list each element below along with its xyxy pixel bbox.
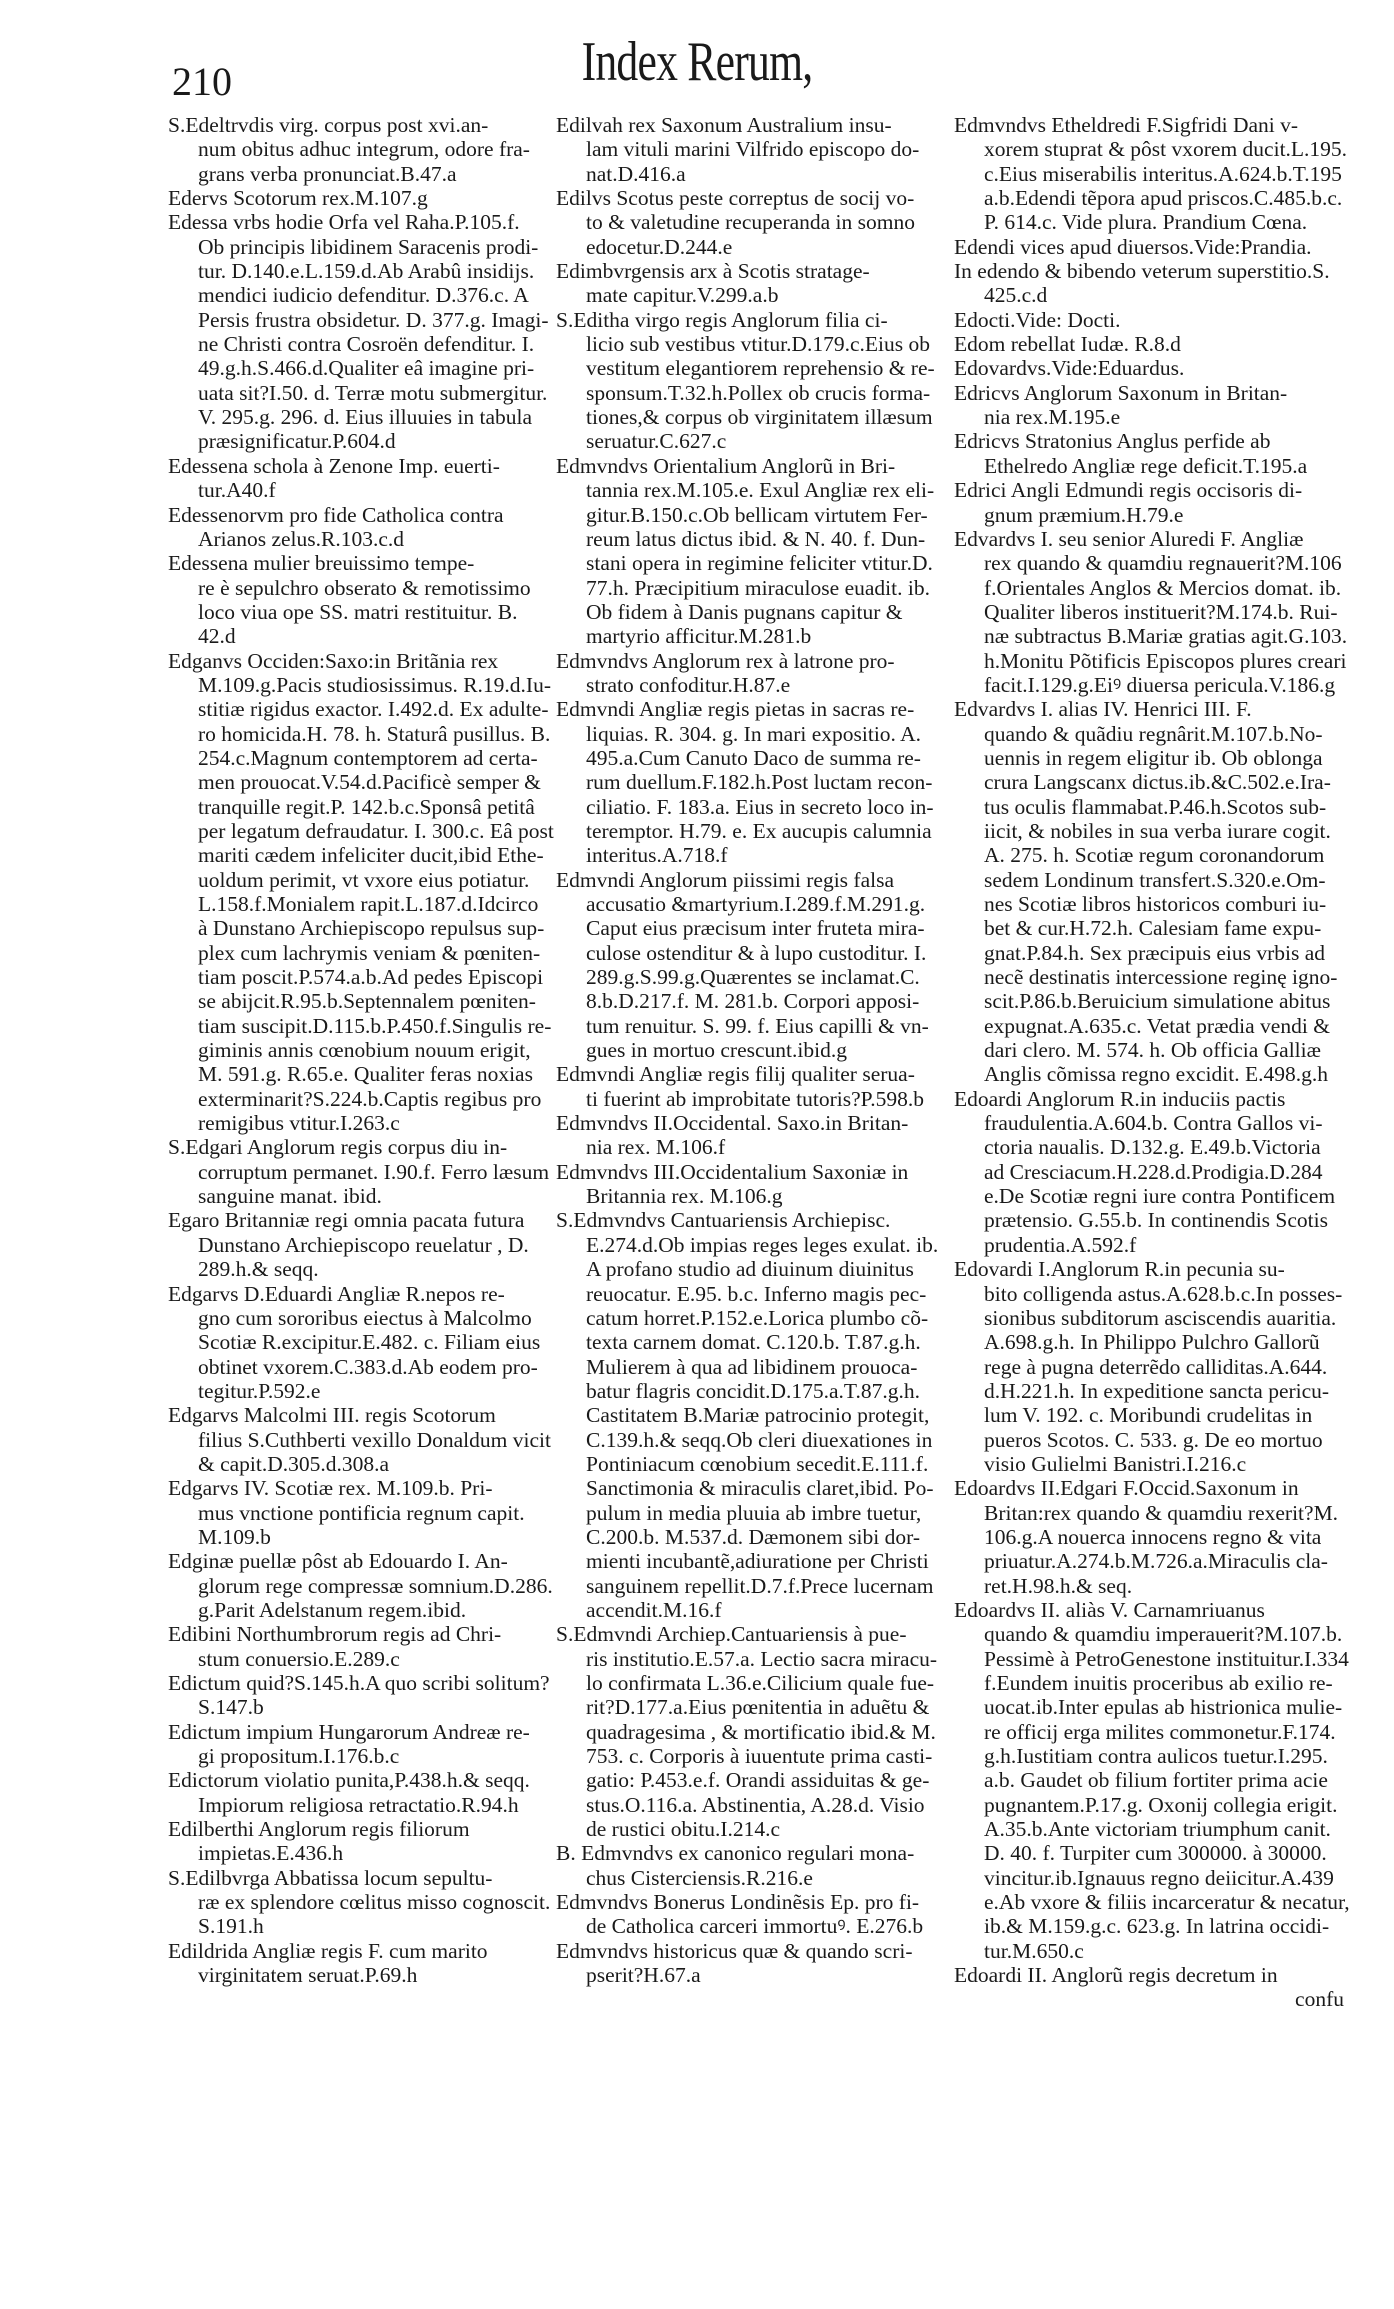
entry-continuation-line: to & valetudine recuperanda in somno: [586, 210, 915, 235]
entry-continuation-line: 8.b.D.217.f. M. 281.b. Corpori apposi-: [586, 989, 920, 1014]
entry-heading-line: Edocti.Vide: Docti.: [954, 307, 1121, 332]
index-entry: [556, 1208, 948, 1622]
entry-heading-line: Edictorum violatio punita,P.438.h.& seqq.: [168, 1768, 530, 1793]
entry-continuation-line: mate capitur.V.299.a.b: [586, 283, 779, 308]
index-entry: [556, 1062, 948, 1111]
entry-continuation-line: gnum præmium.H.79.e: [984, 502, 1184, 527]
entry-continuation-line: e.De Scotiæ regni iure contra Pontificem: [984, 1184, 1336, 1209]
entry-heading-line: Edovardvs.Vide:Eduardus.: [954, 356, 1185, 381]
entry-continuation-line: Britannia rex. M.106.g: [586, 1184, 783, 1209]
entry-continuation-line: sanguinem repellit.D.7.f.Prece lucernam: [586, 1573, 934, 1598]
entry-continuation-line: præsignificatur.P.604.d: [198, 429, 396, 454]
entry-continuation-line: pueros Scotos. C. 533. g. De eo mortuo: [984, 1427, 1323, 1452]
entry-continuation-line: Arianos zelus.R.103.c.d: [198, 526, 405, 551]
index-entry: [168, 1403, 558, 1476]
entry-heading-line: Edendi vices apud diuersos.Vide:Prandia.: [954, 234, 1312, 259]
entry-continuation-line: Dunstano Archiepiscopo reuelatur , D.: [198, 1232, 529, 1257]
entry-continuation-line: A.35.b.Ante victoriam triumphum canit.: [984, 1817, 1331, 1842]
entry-continuation-line: reuocatur. E.95. b.c. Inferno magis pec-: [586, 1281, 927, 1306]
index-entry: [954, 478, 1344, 527]
entry-heading-line: Edmvndvs III.Occidentalium Saxoniæ in: [556, 1159, 909, 1184]
entry-continuation-line: bet & cur.H.72.h. Calesiam fame expu-: [984, 916, 1322, 941]
entry-continuation-line: 495.a.Cum Canuto Daco de summa re-: [586, 745, 921, 770]
index-entry: [556, 1841, 948, 1890]
entry-continuation-line: plex cum lachrymis veniam & pœniten-: [198, 940, 541, 965]
entry-continuation-line: tiam poscit.P.574.a.b.Ad pedes Episcopi: [198, 965, 544, 990]
entry-continuation-line: exterminarit?S.224.b.Captis regibus pro: [198, 1086, 542, 1111]
entry-heading-line: S.Edmvndvs Cantuariensis Archiepisc.: [556, 1208, 891, 1233]
entry-continuation-line: ad Cresciacum.H.228.d.Prodigia.D.284: [984, 1159, 1323, 1184]
entry-heading-line: Edictum quid?S.145.h.A quo scribi solitum?: [168, 1671, 550, 1695]
entry-continuation-line: tur. D.140.e.L.159.d.Ab Arabû insidijs.: [198, 259, 535, 284]
entry-continuation-line: batur flagris concidit.D.175.a.T.87.g.h.: [586, 1378, 920, 1403]
entry-continuation-line: stani opera in regimine feliciter vtitur.D.: [586, 551, 933, 576]
entry-continuation-line: Ob principis libidinem Saracenis prodi-: [198, 234, 539, 259]
catchword: confu: [1295, 1987, 1344, 2012]
entry-continuation-line: 77.h. Præcipitium miraculose euadit. ib.: [586, 575, 930, 600]
entry-heading-line: Edom rebellat Iudæ. R.8.d: [954, 332, 1181, 357]
index-entry: [168, 1768, 558, 1817]
entry-heading-line: Edginæ puellæ pôst ab Edouardo I. An-: [168, 1549, 508, 1574]
entry-continuation-line: quadragesima , & mortificatio ibid.& M.: [586, 1719, 936, 1744]
entry-continuation-line: tum renuitur. S. 99. f. Eius capilli & vn-: [586, 1013, 929, 1038]
entry-continuation-line: uennis in regem eligitur ib. Ob oblonga: [984, 745, 1323, 770]
entry-continuation-line: pugnantem.P.17.g. Oxonij collegia erigit.: [984, 1792, 1338, 1817]
entry-continuation-line: Mulierem à qua ad libidinem prouoca-: [586, 1354, 918, 1379]
entry-continuation-line: Pessimè à PetroGenestone instituitur.I.334: [984, 1646, 1349, 1671]
entry-heading-line: Edganvs Occiden:Saxo:in Britãnia rex: [168, 648, 499, 673]
entry-heading-line: Edmvndvs Orientalium Anglorũ in Bri-: [556, 453, 896, 478]
entry-continuation-line: S.191.h: [198, 1914, 264, 1939]
entry-heading-line: Edildrida Angliæ regis F. cum marito: [168, 1938, 488, 1963]
index-entry: [954, 356, 1344, 380]
index-entry: [168, 551, 558, 648]
entry-continuation-line: catum horret.P.152.e.Lorica plumbo cõ-: [586, 1305, 929, 1330]
index-entry: [954, 526, 1348, 697]
entry-heading-line: Edictum impium Hungarorum Andreæ re-: [168, 1719, 530, 1744]
entry-continuation-line: visio Gulielmi Banistri.I.216.c: [984, 1451, 1247, 1476]
entry-continuation-line: stum conuersio.E.289.c: [198, 1646, 400, 1671]
entry-continuation-line: tiones,& corpus ob virginitatem illæsum: [586, 405, 933, 430]
entry-continuation-line: expugnat.A.635.c. Vetat prædia vendi &: [984, 1013, 1330, 1038]
entry-continuation-line: fraudulentia.A.604.b. Contra Gallos vi-: [984, 1111, 1323, 1136]
entry-continuation-line: glorum rege compressæ somnium.D.286.: [198, 1573, 553, 1598]
entry-continuation-line: loco viua ope SS. matri restituitur. B.: [198, 599, 518, 624]
index-entry: [954, 1597, 1350, 1963]
entry-heading-line: Edoardi Anglorum R.in induciis pactis: [954, 1086, 1286, 1111]
entry-continuation-line: de rustici obitu.I.214.c: [586, 1817, 781, 1842]
index-entry: [168, 1622, 558, 1671]
entry-continuation-line: virginitatem seruat.P.69.h: [198, 1963, 418, 1988]
entry-continuation-line: mariti cædem infeliciter ducit,ibid Ethe-: [198, 843, 544, 868]
page-number: 210: [172, 59, 232, 104]
entry-continuation-line: necẽ destinatis intercessione reginę igno-: [984, 965, 1338, 990]
entry-heading-line: Edgarvs D.Eduardi Angliæ R.nepos re-: [168, 1281, 505, 1306]
entry-continuation-line: V. 295.g. 296. d. Eius illuuies in tabula: [198, 405, 533, 430]
entry-heading-line: Edervs Scotorum rex.M.107.g: [168, 186, 428, 211]
entry-heading-line: Edricvs Stratonius Anglus perfide ab: [954, 429, 1271, 454]
entry-continuation-line: g.Parit Adelstanum regem.ibid.: [198, 1597, 467, 1622]
index-entry: [168, 113, 558, 186]
entry-continuation-line: nat.D.416.a: [586, 161, 686, 186]
index-entry: [556, 1622, 948, 1841]
entry-continuation-line: iicit, & nobiles in sua verba iurare cogit.: [984, 818, 1331, 843]
index-column-right: [954, 113, 1350, 2012]
entry-continuation-line: ctoria naualis. D.132.g. E.49.b.Victoria: [984, 1135, 1321, 1160]
index-entry: [954, 1257, 1344, 1476]
entry-continuation-line: gnat.P.84.h. Sex præcipuis eius vrbis ad: [984, 940, 1325, 965]
index-entry: [168, 454, 558, 503]
entry-continuation-line: P. 614.c. Vide plura. Prandium Cœna.: [984, 210, 1308, 235]
index-entry: [556, 308, 948, 454]
index-entry: [556, 697, 948, 867]
index-entry: [168, 1476, 558, 1549]
entry-continuation-line: men prouocat.V.54.d.Pacificè semper &: [198, 770, 541, 795]
entry-heading-line: Edmvndvs II.Occidental. Saxo.in Britan-: [556, 1111, 909, 1136]
entry-continuation-line: sedem Londinum transfert.S.320.e.Om-: [984, 867, 1326, 892]
entry-continuation-line: S.147.b: [198, 1695, 264, 1720]
entry-heading-line: S.Edeltrvdis virg. corpus post xvi.an-: [168, 113, 489, 137]
entry-continuation-line: M. 591.g. R.65.e. Qualiter feras noxias: [198, 1062, 533, 1087]
entry-continuation-line: M.109.g.Pacis studiosissimus. R.19.d.Iu-: [198, 672, 551, 697]
index-entry: [556, 1890, 948, 1939]
entry-continuation-line: reum latus dictus ibid. & N. 40. f. Dun-: [586, 526, 926, 551]
entry-continuation-line: grans verba pronunciat.B.47.a: [198, 161, 457, 186]
entry-continuation-line: texta carnem domat. C.120.b. T.87.g.h.: [586, 1330, 921, 1355]
page-title: Index Rerum,: [581, 31, 813, 93]
entry-heading-line: Edovardi I.Anglorum R.in pecunia su-: [954, 1257, 1285, 1282]
entry-continuation-line: ræ ex splendore cœlitus misso cognoscit.: [198, 1890, 551, 1915]
index-entry: [168, 1135, 558, 1208]
entry-continuation-line: accendit.M.16.f: [586, 1597, 722, 1622]
entry-continuation-line: interitus.A.718.f: [586, 843, 728, 868]
entry-continuation-line: gues in mortuo crescunt.ibid.g: [586, 1038, 847, 1063]
entry-continuation-line: quando & quamdiu imperauerit?M.107.b.: [984, 1622, 1343, 1647]
entry-continuation-line: à Dunstano Archiepiscopo repulsus sup-: [198, 916, 545, 941]
entry-continuation-line: num obitus adhuc integrum, odore fra-: [198, 137, 530, 162]
entry-continuation-line: Caput eius præcisum inter fruteta mira-: [586, 916, 925, 941]
entry-continuation-line: tiam suscipit.D.115.b.P.450.f.Singulis re-: [198, 1013, 552, 1038]
entry-continuation-line: stus.O.116.a. Abstinentia, A.28.d. Visio: [586, 1792, 925, 1817]
entry-continuation-line: nes Scotiæ libros historicos comburi iu-: [984, 892, 1327, 916]
entry-heading-line: In edendo & bibendo veterum superstitio.S.: [954, 259, 1330, 284]
entry-heading-line: Edilvs Scotus peste correptus de socij vo-: [556, 186, 915, 211]
entry-continuation-line: næ subtractus B.Mariæ gratias agit.G.103.: [984, 624, 1348, 649]
entry-continuation-line: stitiæ rigidus exactor. I.492.d. Ex adulte-: [198, 697, 549, 722]
entry-continuation-line: f.Orientales Anglos & Mercios domat. ib.: [984, 575, 1342, 600]
index-entry: [168, 1671, 558, 1720]
index-entry: [556, 649, 948, 698]
entry-continuation-line: re officij erga milites commonetur.F.174.: [984, 1719, 1336, 1744]
entry-continuation-line: se abijcit.R.95.b.Septennalem pœniten-: [198, 989, 536, 1014]
index-entry: [168, 1866, 558, 1939]
entry-continuation-line: Scotiæ R.excipitur.E.482. c. Filiam eius: [198, 1330, 541, 1355]
entry-heading-line: B. Edmvndvs ex canonico regulari mona-: [556, 1841, 915, 1866]
entry-continuation-line: E.274.d.Ob impias reges leges exulat. ib.: [586, 1232, 939, 1257]
entry-continuation-line: C.200.b. M.537.d. Dæmonem sibi dor-: [586, 1524, 921, 1549]
index-entry: [954, 429, 1344, 478]
entry-continuation-line: nia rex. M.106.f: [586, 1135, 726, 1160]
entry-continuation-line: ib.& M.159.g.c. 623.g. In latrina occidi-: [984, 1914, 1330, 1939]
entry-continuation-line: Ob fidem à Danis pugnans capitur &: [586, 599, 903, 624]
entry-continuation-line: quando & quãdiu regnârit.M.107.b.No-: [984, 721, 1323, 746]
index-column-middle: [556, 113, 948, 1987]
entry-continuation-line: sponsum.T.32.h.Pollex ob crucis forma-: [586, 380, 931, 405]
entry-continuation-line: xorem stuprat & pôst vxorem ducit.L.195.: [984, 137, 1348, 162]
index-entry: [556, 113, 948, 186]
entry-heading-line: Edrici Angli Edmundi regis occisoris di-: [954, 478, 1303, 503]
index-entry: [954, 235, 1344, 259]
entry-continuation-line: tur.A40.f: [198, 478, 276, 503]
entry-heading-line: S.Editha virgo regis Anglorum filia ci-: [556, 307, 888, 332]
entry-continuation-line: mus vnctione pontificia regnum capit.: [198, 1500, 525, 1525]
entry-continuation-line: ti fuerint ab improbitate tutoris?P.598.b: [586, 1086, 924, 1111]
entry-heading-line: Edvardvs I. seu senior Aluredi F. Angliæ: [954, 526, 1304, 551]
index-entry: [556, 186, 948, 259]
entry-continuation-line: lam vituli marini Vilfrido episcopo do-: [586, 137, 920, 162]
entry-continuation-line: M.109.b: [198, 1524, 271, 1549]
index-entry: [168, 1282, 558, 1404]
entry-continuation-line: strato confoditur.H.87.e: [586, 672, 791, 697]
entry-continuation-line: A. 275. h. Scotiæ regum coronandorum: [984, 843, 1325, 868]
entry-continuation-line: uocat.ib.Inter epulas ab histrionica mulie-: [984, 1695, 1343, 1720]
entry-continuation-line: scit.P.86.b.Beruicium simulatione abitus: [984, 989, 1331, 1014]
entry-continuation-line: prudentia.A.592.f: [984, 1232, 1137, 1257]
entry-continuation-line: obtinet vxorem.C.383.d.Ab eodem pro-: [198, 1354, 538, 1379]
entry-continuation-line: gitur.B.150.c.Ob bellicam virtutem Fer-: [586, 502, 928, 527]
entry-continuation-line: vestitum elegantiorem reprehensio & re-: [586, 356, 935, 381]
entry-heading-line: Edmvndvs historicus quæ & quando scri-: [556, 1938, 913, 1963]
entry-heading-line: Egaro Britanniæ regi omnia pacata futura: [168, 1208, 525, 1233]
index-entry: [954, 1087, 1344, 1257]
entry-continuation-line: a.b.Edendi tẽpora apud priscos.C.485.b.c.: [984, 186, 1343, 211]
entry-continuation-line: de Catholica carceri immortuꝰ. E.276.b: [586, 1914, 924, 1939]
entry-heading-line: Edoardi II. Anglorũ regis decretum in: [954, 1963, 1278, 1988]
entry-continuation-line: tur.M.650.c: [984, 1938, 1084, 1963]
index-entry: [556, 1939, 948, 1988]
entry-continuation-line: impietas.E.436.h: [198, 1841, 344, 1866]
index-entry: [168, 1208, 558, 1281]
entry-continuation-line: Qualiter liberos instituerit?M.174.b. Rui-: [984, 599, 1338, 624]
entry-continuation-line: gi propositum.I.176.b.c: [198, 1744, 400, 1769]
index-entry: [168, 1549, 558, 1622]
index-entry: [954, 697, 1344, 1087]
entry-heading-line: Edilberthi Anglorum regis filiorum: [168, 1817, 470, 1842]
entry-continuation-line: lo confirmata L.36.e.Cilicium quale fue-: [586, 1671, 935, 1695]
index-entry: [168, 503, 558, 552]
index-entry: [556, 259, 948, 308]
entry-continuation-line: facit.I.129.g.Eiꝰ diuersa pericula.V.186.g: [984, 672, 1336, 697]
entry-continuation-line: chus Cisterciensis.R.216.e: [586, 1865, 813, 1890]
index-entry: [954, 332, 1344, 356]
index-entry: [954, 381, 1344, 430]
entry-continuation-line: sanguine manat. ibid.: [198, 1184, 382, 1209]
entry-continuation-line: teremptor. H.79. e. Ex aucupis calumnia: [586, 818, 932, 843]
entry-continuation-line: licio sub vestibus vtitur.D.179.c.Eius ob: [586, 332, 930, 357]
entry-heading-line: Edmvndi Anglorum piissimi regis falsa: [556, 867, 895, 892]
entry-continuation-line: uata sit?I.50. d. Terræ motu submergitur.: [198, 380, 548, 405]
entry-heading-line: Edmvndvs Etheldredi F.Sigfridi Dani v-: [954, 113, 1299, 137]
entry-continuation-line: remigibus vtitur.I.263.c: [198, 1111, 400, 1136]
entry-heading-line: Edvardvs I. alias IV. Henrici III. F.: [954, 697, 1252, 722]
entry-heading-line: Edibini Northumbrorum regis ad Chri-: [168, 1622, 502, 1647]
entry-continuation-line: Anglis cõmissa regno excidit. E.498.g.h: [984, 1062, 1328, 1087]
index-column-left: [168, 113, 558, 1987]
entry-continuation-line: Pontiniacum cœnobium secedit.E.111.f.: [586, 1451, 929, 1476]
entry-heading-line: Edessa vrbs hodie Orfa vel Raha.P.105.f.: [168, 210, 520, 235]
entry-continuation-line: h.Monitu Põtificis Episcopos plures creari: [984, 648, 1347, 673]
entry-heading-line: Edimbvrgensis arx à Scotis stratage-: [556, 259, 870, 284]
entry-heading-line: Edmvndvs Anglorum rex à latrone pro-: [556, 648, 895, 673]
index-entry: [168, 186, 558, 210]
entry-continuation-line: 42.d: [198, 624, 236, 649]
entry-heading-line: Edoardvs II.Edgari F.Occid.Saxonum in: [954, 1476, 1299, 1501]
entry-continuation-line: ris institutio.E.57.a. Lectio sacra miracu-: [586, 1646, 938, 1671]
entry-continuation-line: rex quando & quamdiu regnauerit?M.106: [984, 551, 1342, 576]
entry-continuation-line: 753. c. Corporis à iuuentute prima casti-: [586, 1744, 933, 1769]
entry-continuation-line: per legatum defraudatur. I. 300.c. Eâ post: [198, 818, 554, 843]
entry-continuation-line: c.Eius miserabilis interitus.A.624.b.T.195: [984, 161, 1342, 186]
entry-continuation-line: pserit?H.67.a: [586, 1963, 701, 1988]
index-entry: [168, 1720, 558, 1769]
entry-continuation-line: C.139.h.& seqq.Ob cleri diuexationes in: [586, 1427, 933, 1452]
entry-continuation-line: gatio: P.453.e.f. Orandi assiduitas & ge-: [586, 1768, 930, 1793]
entry-continuation-line: g.h.Iustitiam contra aulicos tuetur.I.295.: [984, 1744, 1328, 1769]
entry-continuation-line: gno cum sororibus eiectus à Malcolmo: [198, 1305, 532, 1330]
index-entry: [954, 308, 1344, 332]
entry-continuation-line: corruptum permanet. I.90.f. Ferro læsum: [198, 1159, 550, 1184]
entry-continuation-line: re è sepulchro obserato & remotissimo: [198, 575, 531, 600]
index-entry: [556, 868, 948, 1063]
entry-continuation-line: ret.H.98.h.& seq.: [984, 1573, 1133, 1598]
entry-heading-line: Edmvndi Angliæ regis pietas in sacras re-: [556, 697, 915, 722]
entry-continuation-line: d.H.221.h. In expeditione sancta pericu-: [984, 1378, 1330, 1403]
entry-continuation-line: f.Eundem inuitis proceribus ab exilio re-: [984, 1671, 1333, 1695]
entry-heading-line: Edmvndvs Bonerus Londinẽsis Ep. pro fi-: [556, 1890, 920, 1915]
entry-continuation-line: tranquille regit.P. 142.b.c.Sponsâ petitâ: [198, 794, 535, 819]
entry-heading-line: S.Edmvndi Archiep.Cantuariensis à pue-: [556, 1622, 907, 1647]
entry-continuation-line: tus oculis flammabat.P.46.h.Scotos sub-: [984, 794, 1327, 819]
entry-continuation-line: 289.g.S.99.g.Quærentes se inclamat.C.: [586, 965, 920, 990]
entry-continuation-line: Persis frustra obsidetur. D. 377.g. Imagi-: [198, 307, 549, 332]
entry-continuation-line: tegitur.P.592.e: [198, 1378, 321, 1403]
entry-heading-line: Edgarvs IV. Scotiæ rex. M.109.b. Pri-: [168, 1476, 493, 1501]
entry-continuation-line: martyrio afficitur.M.281.b: [586, 624, 812, 649]
entry-continuation-line: & capit.D.305.d.308.a: [198, 1451, 390, 1476]
entry-continuation-line: L.158.f.Monialem rapit.L.187.d.Idcirco: [198, 892, 539, 916]
entry-heading-line: Edessenorvm pro fide Catholica contra: [168, 502, 504, 527]
entry-continuation-line: prætensio. G.55.b. In continendis Scotis: [984, 1208, 1328, 1233]
index-entry: [556, 1160, 948, 1209]
entry-heading-line: Edgarvs Malcolmi III. regis Scotorum: [168, 1403, 496, 1428]
entry-continuation-line: 425.c.d: [984, 283, 1048, 308]
entry-continuation-line: A profano studio ad diuinum diuinitus: [586, 1257, 914, 1282]
entry-continuation-line: filius S.Cuthberti vexillo Donaldum vicit: [198, 1427, 551, 1452]
entry-continuation-line: pulum in media pluuia ab imbre tuetur,: [586, 1500, 922, 1525]
entry-continuation-line: ro homicida.H. 78. h. Staturâ pusillus. B.: [198, 721, 551, 746]
entry-heading-line: Edricvs Anglorum Saxonum in Britan-: [954, 380, 1288, 405]
index-entry: [556, 1111, 948, 1160]
entry-continuation-line: tannia rex.M.105.e. Exul Angliæ rex eli-: [586, 478, 935, 503]
entry-continuation-line: dari clero. M. 574. h. Ob officia Galliæ: [984, 1038, 1321, 1063]
entry-continuation-line: mienti incubantẽ,adiuratione per Christi: [586, 1549, 929, 1574]
entry-continuation-line: Castitatem B.Mariæ patrocinio protegit,: [586, 1403, 930, 1428]
entry-continuation-line: Impiorum religiosa retractatio.R.94.h: [198, 1792, 519, 1817]
entry-heading-line: S.Edgari Anglorum regis corpus diu in-: [168, 1135, 508, 1160]
index-entry: [168, 649, 558, 1136]
index-entry: [954, 259, 1344, 308]
entry-continuation-line: sionibus subditorum asciscendis auaritia.: [984, 1305, 1337, 1330]
entry-continuation-line: A.698.g.h. In Philippo Pulchro Gallorũ: [984, 1330, 1320, 1355]
entry-continuation-line: Britan:rex quando & quamdiu rexerit?M.: [984, 1500, 1339, 1525]
entry-continuation-line: rit?D.177.a.Eius pœnitentia in aduẽtu &: [586, 1695, 930, 1720]
entry-continuation-line: mendici iudicio defenditur. D.376.c. A: [198, 283, 529, 308]
entry-continuation-line: 254.c.Magnum contemptorem ad certa-: [198, 745, 538, 770]
entry-heading-line: Edoardvs II. aliàs V. Carnamriuanus: [954, 1597, 1265, 1622]
entry-heading-line: Edessena schola à Zenone Imp. euerti-: [168, 453, 500, 478]
entry-heading-line: Edmvndi Angliæ regis filij qualiter serua-: [556, 1062, 915, 1087]
entry-continuation-line: nia rex.M.195.e: [984, 405, 1121, 430]
entry-continuation-line: culose ostenditur & à lupo custoditur. I.: [586, 940, 927, 965]
entry-continuation-line: e.Ab vxore & filiis incarceratur & necatur,: [984, 1890, 1350, 1915]
index-entry: [168, 210, 558, 453]
entry-continuation-line: priuatur.A.274.b.M.726.a.Miraculis cla-: [984, 1549, 1328, 1574]
entry-continuation-line: 106.g.A nouerca innocens regno & vita: [984, 1524, 1322, 1549]
entry-continuation-line: Sanctimonia & miraculis claret,ibid. Po-: [586, 1476, 934, 1501]
entry-heading-line: Edessena mulier breuissimo tempe-: [168, 551, 475, 576]
index-entry: [954, 1476, 1344, 1598]
index-entry: [954, 113, 1348, 235]
entry-continuation-line: liquias. R. 304. g. In mari expositio. A.: [586, 721, 922, 746]
entry-continuation-line: crura Langscanx dictus.ib.&C.502.e.Ira-: [984, 770, 1331, 795]
entry-continuation-line: bito colligenda astus.A.628.b.c.In posses-: [984, 1281, 1343, 1306]
entry-heading-line: S.Edilbvrga Abbatissa locum sepultu-: [168, 1865, 493, 1890]
entry-continuation-line: 49.g.h.S.466.d.Qualiter eâ imagine pri-: [198, 356, 535, 381]
entry-continuation-line: a.b. Gaudet ob filium fortiter prima acie: [984, 1768, 1328, 1793]
index-entry: [556, 454, 948, 649]
entry-continuation-line: giminis annis cœnobium nouum erigit,: [198, 1038, 531, 1063]
entry-continuation-line: rege à pugna deterrẽdo calliditas.A.644.: [984, 1354, 1328, 1379]
index-entry: [168, 1817, 558, 1866]
entry-continuation-line: 289.h.& seqq.: [198, 1257, 319, 1282]
entry-continuation-line: seruatur.C.627.c: [586, 429, 727, 454]
entry-continuation-line: vincitur.ib.Ignauus regno deiicitur.A.439: [984, 1865, 1334, 1890]
entry-continuation-line: rum duellum.F.182.h.Post luctam recon-: [586, 770, 933, 795]
entry-continuation-line: D. 40. f. Turpiter cum 300000. à 30000.: [984, 1841, 1327, 1866]
index-entry: [954, 1963, 1344, 1987]
entry-continuation-line: lum V. 192. c. Moribundi crudelitas in: [984, 1403, 1313, 1428]
entry-continuation-line: accusatio &martyrium.I.289.f.M.291.g.: [586, 892, 926, 916]
entry-continuation-line: uoldum perimit, vt vxore eius potiatur.: [198, 867, 530, 892]
entry-continuation-line: ne Christi contra Cosroën defenditur. I.: [198, 332, 535, 357]
entry-heading-line: Edilvah rex Saxonum Australium insu-: [556, 113, 892, 137]
index-entry: [168, 1939, 558, 1988]
entry-continuation-line: edocetur.D.244.e: [586, 234, 733, 259]
entry-continuation-line: Ethelredo Angliæ rege deficit.T.195.a: [984, 453, 1308, 478]
entry-continuation-line: ciliatio. F. 183.a. Eius in secreto loco in-: [586, 794, 934, 819]
